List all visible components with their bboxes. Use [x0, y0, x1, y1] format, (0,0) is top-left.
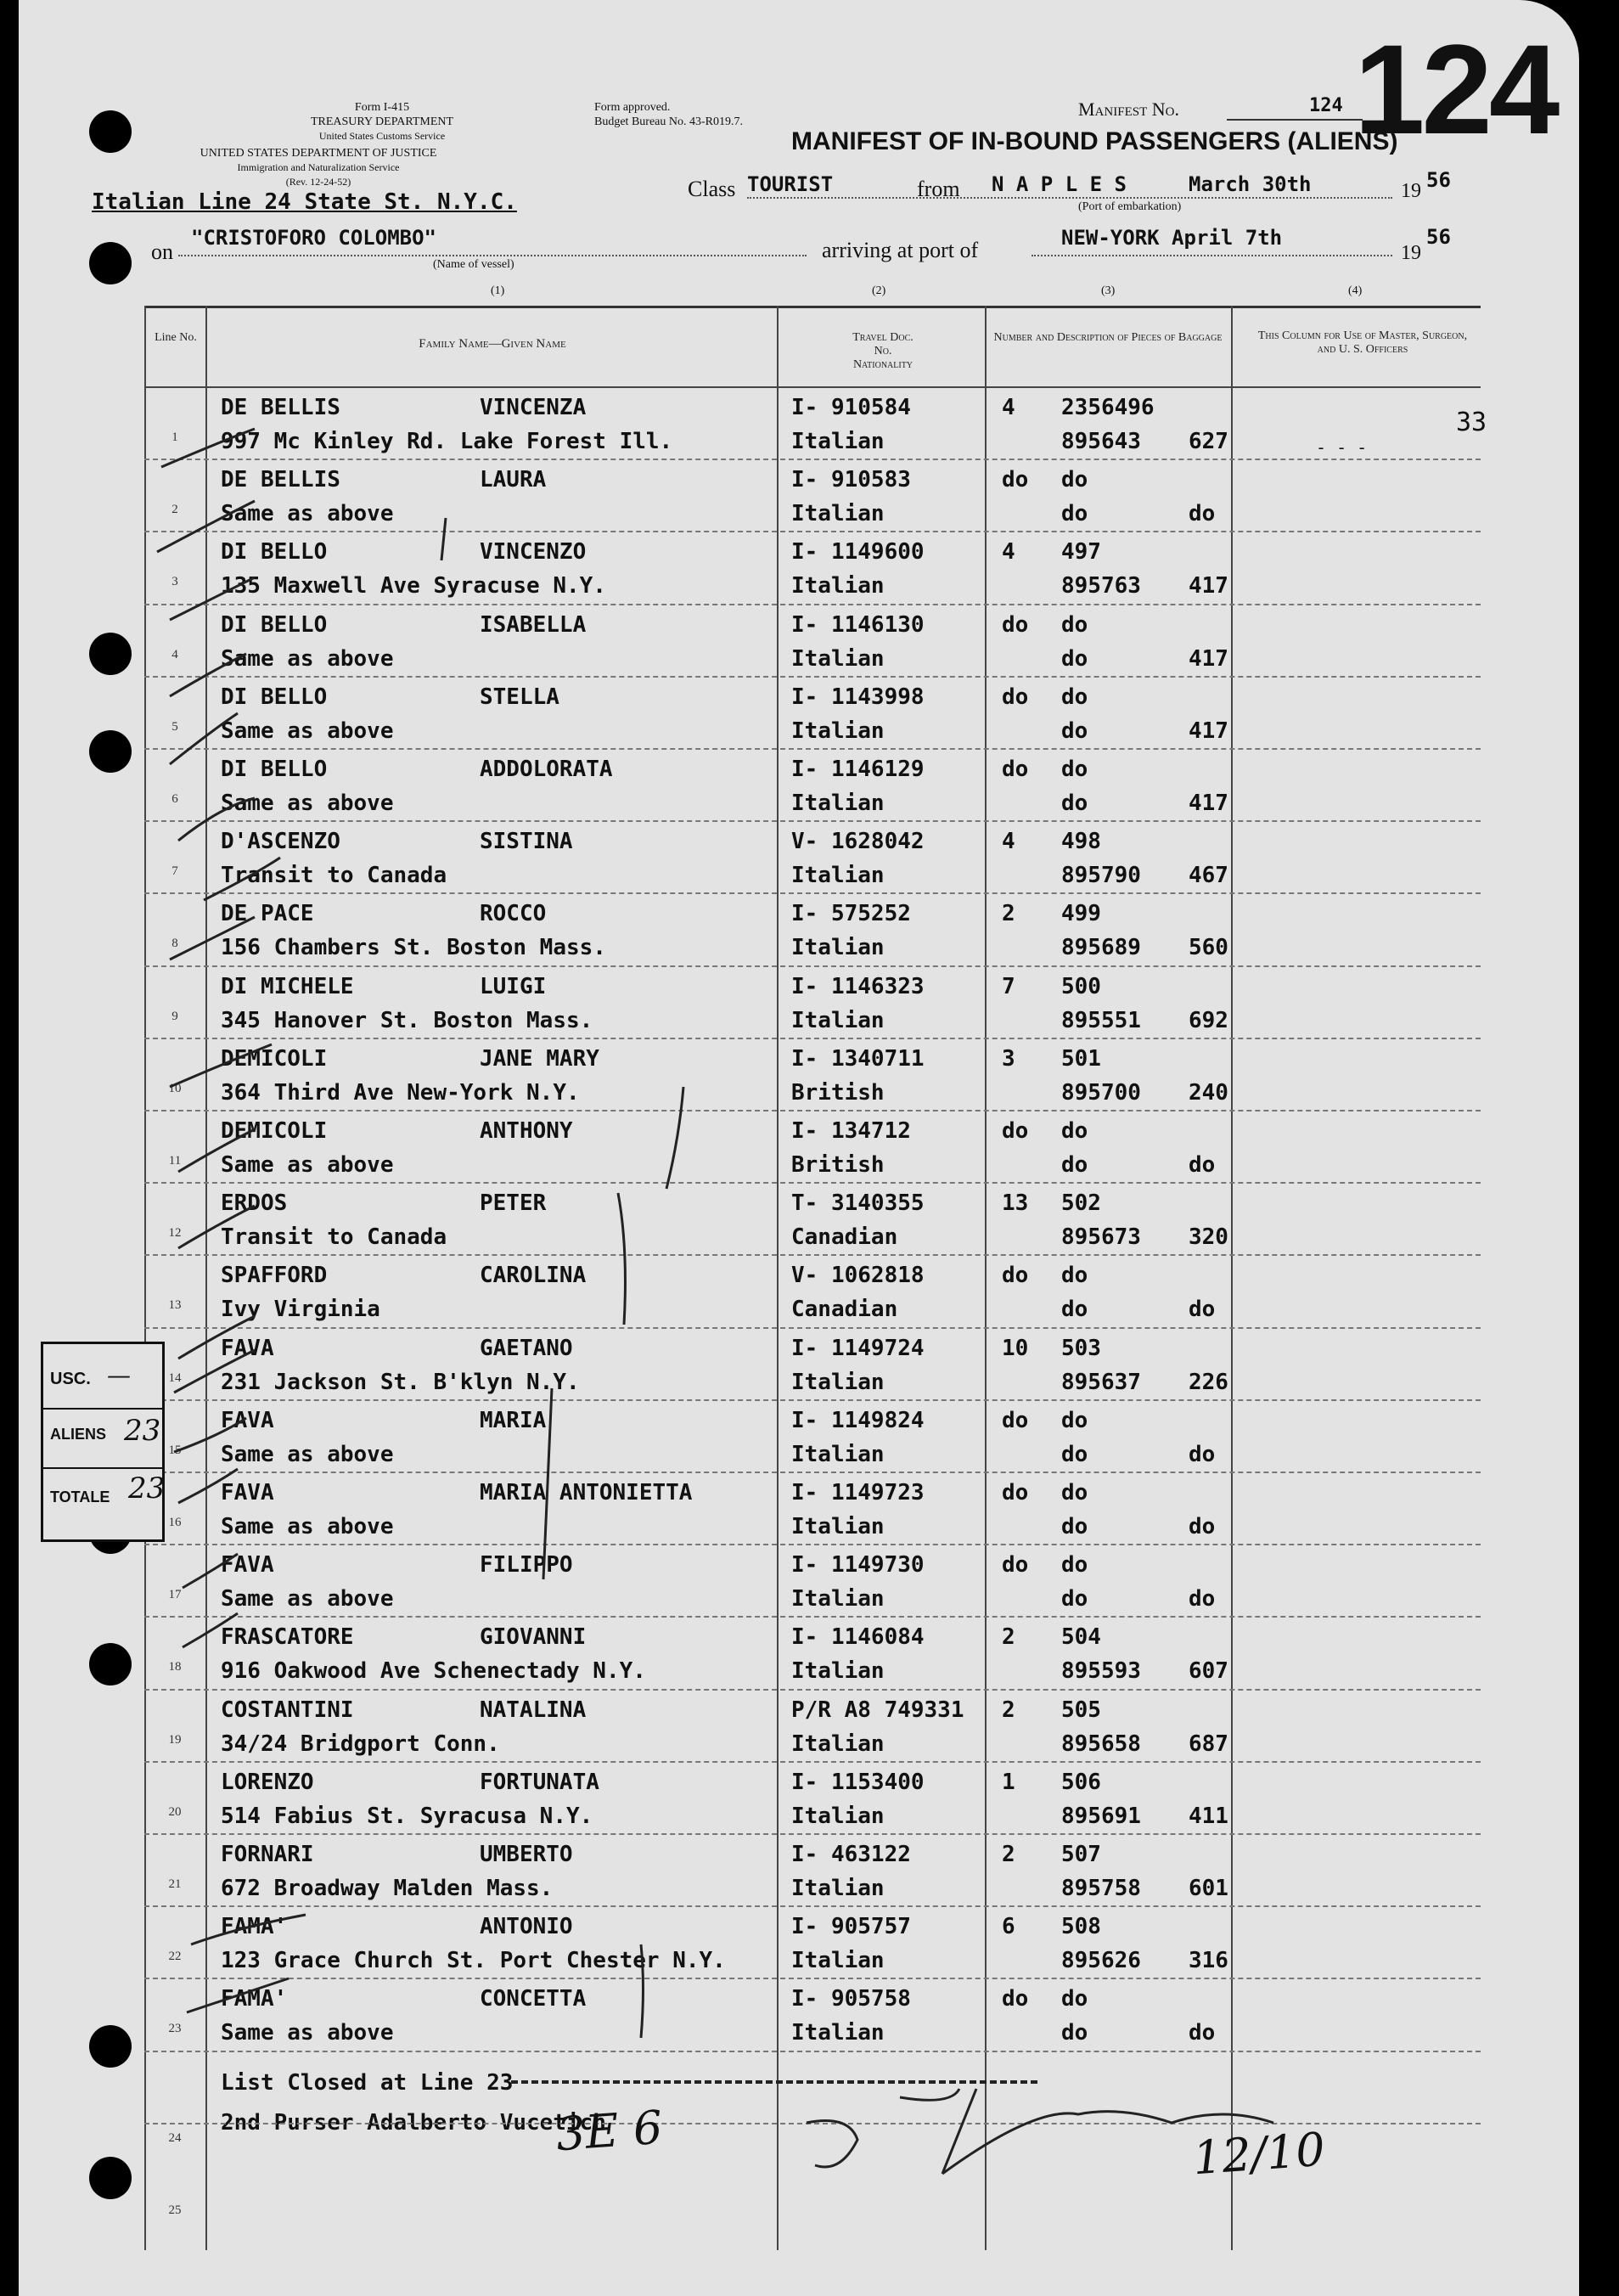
family-name: ERDOS — [221, 1190, 288, 1217]
given-name: FILIPPO — [480, 1552, 573, 1578]
header-name: Family Name—Given Name — [419, 337, 566, 351]
baggage-check: 895551 — [1061, 1007, 1141, 1033]
totale-value: 23 — [128, 1472, 166, 1505]
address: 672 Broadway Malden Mass. — [221, 1876, 554, 1901]
travel-doc: I- 910583 — [791, 467, 911, 493]
baggage-tag: 2356496 — [1061, 395, 1155, 420]
totale-label: TOTALE — [50, 1488, 110, 1505]
travel-doc: I- 1149824 — [791, 1407, 925, 1433]
piece-count: do — [1002, 1118, 1029, 1144]
baggage-weight: 607 — [1189, 1658, 1228, 1685]
family-name: FRASCATORE — [221, 1624, 354, 1651]
header-travel-doc: Travel Doc. No. Nationality — [852, 331, 913, 371]
address: 514 Fabius St. Syracusa N.Y. — [221, 1803, 593, 1829]
line-number: 12 — [168, 1226, 182, 1241]
given-name: CONCETTA — [480, 1986, 587, 2012]
aliens-value: 23 — [124, 1414, 161, 1448]
address: Transit to Canada — [221, 1224, 447, 1251]
nationality: Italian — [791, 1586, 885, 1612]
baggage-check: 895643 — [1061, 429, 1141, 454]
piece-count: 3 — [1002, 1045, 1015, 1072]
baggage-check: 895763 — [1061, 573, 1141, 599]
family-name: DI BELLO — [221, 611, 328, 638]
baggage-check: do — [1061, 718, 1088, 744]
travel-doc: I- 575252 — [791, 901, 911, 927]
given-name: GIOVANNI — [480, 1624, 587, 1651]
piece-count: do — [1002, 684, 1029, 710]
baggage-weight: 411 — [1189, 1803, 1228, 1829]
baggage-tag: do — [1061, 611, 1088, 638]
family-name: DI BELLO — [221, 757, 328, 782]
baggage-check: 895700 — [1061, 1079, 1141, 1106]
given-name: MARIA ANTONIETTA — [480, 1480, 693, 1505]
nationality: Italian — [791, 645, 885, 672]
baggage-tag: do — [1061, 467, 1088, 493]
nationality: Italian — [791, 1514, 885, 1539]
given-name: ANTONIO — [480, 1914, 573, 1940]
baggage-check: do — [1061, 1514, 1088, 1539]
baggage-tag: do — [1061, 1407, 1088, 1433]
nationality: British — [791, 1079, 885, 1106]
nationality: Canadian — [791, 1297, 898, 1323]
baggage-tag: do — [1061, 1118, 1088, 1144]
piece-count: 4 — [1002, 829, 1015, 855]
address: Same as above — [221, 791, 394, 816]
address: 135 Maxwell Ave Syracuse N.Y. — [221, 573, 606, 599]
nationality: Italian — [791, 429, 885, 454]
address: Same as above — [221, 1514, 394, 1539]
nationality: Italian — [791, 1948, 885, 1974]
address: 156 Chambers St. Boston Mass. — [221, 935, 606, 961]
baggage-check: 895637 — [1061, 1369, 1141, 1395]
line-number: 25 — [168, 2203, 182, 2217]
baggage-weight: do — [1189, 1441, 1216, 1467]
manifest-number-large: 124 — [1354, 18, 1557, 160]
travel-doc: I- 905758 — [791, 1986, 911, 2012]
line-number: 9 — [171, 1009, 178, 1023]
travel-doc: V- 1062818 — [791, 1263, 925, 1289]
nationality: Canadian — [791, 1224, 898, 1251]
travel-doc: I- 1146129 — [791, 757, 925, 782]
baggage-weight: 417 — [1189, 791, 1228, 816]
line-number: 4 — [171, 647, 178, 661]
family-name: DEMICOLI — [221, 1118, 328, 1144]
family-name: FAMA' — [221, 1914, 288, 1940]
travel-doc: P/R A8 749331 — [791, 1697, 964, 1723]
nationality: Italian — [791, 501, 885, 527]
baggage-check: 895658 — [1061, 1730, 1141, 1757]
travel-doc: I- 1146130 — [791, 611, 925, 638]
line-number: 19 — [168, 1732, 182, 1747]
baggage-tag: 506 — [1061, 1769, 1101, 1795]
line-number: 10 — [168, 1081, 182, 1095]
nationality: Italian — [791, 1730, 885, 1757]
from-label: from — [917, 177, 960, 201]
header-line-no: Line No. — [155, 331, 197, 344]
line-number: 16 — [168, 1516, 182, 1529]
baggage-tag: do — [1061, 1552, 1088, 1578]
officer-dash: - - - — [1316, 437, 1368, 458]
piece-count: do — [1002, 1407, 1029, 1433]
arriving-label: arriving at port of — [822, 238, 979, 262]
piece-count: do — [1002, 1263, 1029, 1289]
travel-doc: I- 1146323 — [791, 973, 925, 999]
baggage-weight: 627 — [1189, 429, 1228, 454]
baggage-tag: 500 — [1061, 973, 1101, 999]
baggage-tag: do — [1061, 1263, 1088, 1289]
baggage-tag: 499 — [1061, 901, 1101, 927]
travel-doc: I- 1340711 — [791, 1045, 925, 1072]
col-num-4: (4) — [1348, 284, 1363, 297]
travel-doc: T- 3140355 — [791, 1190, 925, 1217]
nationality: Italian — [791, 718, 885, 744]
baggage-weight: 316 — [1189, 1948, 1228, 1974]
embarkation-date: March 30th — [1189, 172, 1312, 196]
class-label: Class — [688, 177, 736, 201]
nationality: Italian — [791, 2020, 885, 2046]
piece-count: do — [1002, 757, 1029, 782]
address: Same as above — [221, 718, 394, 744]
on-label: on — [151, 239, 173, 264]
travel-doc: I- 1143998 — [791, 684, 925, 710]
col-num-1: (1) — [491, 284, 505, 297]
nationality: Italian — [791, 1369, 885, 1395]
budget-bureau: Budget Bureau No. 43-R019.7. — [594, 115, 743, 128]
address: Same as above — [221, 645, 394, 672]
arrival-year: 56 — [1426, 225, 1451, 249]
piece-count: 4 — [1002, 395, 1015, 420]
line-number: 5 — [171, 719, 178, 734]
address: Same as above — [221, 1441, 394, 1467]
piece-count: do — [1002, 1986, 1029, 2012]
address: 123 Grace Church St. Port Chester N.Y. — [221, 1948, 726, 1974]
dept-ins: Immigration and Naturalization Service — [237, 161, 400, 173]
baggage-check: 895758 — [1061, 1876, 1141, 1901]
baggage-tag: do — [1061, 684, 1088, 710]
family-name: DE BELLIS — [221, 395, 340, 420]
baggage-weight: do — [1189, 501, 1216, 527]
baggage-check: do — [1061, 501, 1088, 527]
form-number: Form I-415 — [354, 101, 410, 114]
line-number: 8 — [171, 937, 178, 951]
baggage-tag: 497 — [1061, 539, 1101, 566]
nationality: Italian — [791, 573, 885, 599]
piece-count: do — [1002, 1552, 1029, 1578]
given-name: ANTHONY — [480, 1118, 573, 1144]
baggage-tag: 502 — [1061, 1190, 1101, 1217]
embarkation-port: N A P L E S — [992, 172, 1127, 196]
baggage-check: do — [1061, 1297, 1088, 1323]
baggage-weight: 467 — [1189, 863, 1228, 889]
arrival-port: NEW-YORK April 7th — [1061, 226, 1283, 250]
line-number: 22 — [168, 1950, 182, 1964]
baggage-check: 895790 — [1061, 863, 1141, 889]
embarkation-year: 56 — [1426, 168, 1451, 192]
dept-treasury: TREASURY DEPARTMENT — [310, 115, 454, 128]
nationality: Italian — [791, 791, 885, 816]
header-officers: This Column for Use of Master, Surgeon, and U. S. Officers — [1257, 329, 1468, 356]
family-name: D'ASCENZO — [221, 829, 340, 855]
baggage-check: 895673 — [1061, 1224, 1141, 1251]
piece-count: 6 — [1002, 1914, 1015, 1940]
page-title: MANIFEST OF IN-BOUND PASSENGERS (ALIENS) — [791, 127, 1398, 155]
list-closed-note: List Closed at Line 23 — [221, 2070, 514, 2096]
baggage-weight: 240 — [1189, 1079, 1228, 1106]
header-baggage: Number and Description of Pieces of Baggage — [993, 331, 1223, 344]
handwritten-note: 3E 6 — [554, 2100, 665, 2162]
piece-count: 2 — [1002, 1842, 1015, 1867]
baggage-weight: do — [1189, 1152, 1216, 1178]
line-number: 6 — [171, 792, 178, 806]
address: 34/24 Bridgport Conn. — [221, 1730, 500, 1757]
travel-doc: I- 134712 — [791, 1118, 911, 1144]
given-name: VINCENZA — [480, 395, 587, 420]
baggage-weight: 417 — [1189, 645, 1228, 672]
baggage-weight: 692 — [1189, 1007, 1228, 1033]
baggage-check: do — [1061, 2020, 1088, 2046]
given-name: LUIGI — [480, 973, 547, 999]
baggage-weight: 560 — [1189, 935, 1228, 961]
given-name: STELLA — [480, 684, 559, 710]
nationality: Italian — [791, 1441, 885, 1467]
dept-justice: UNITED STATES DEPARTMENT OF JUSTICE — [200, 147, 437, 160]
baggage-weight: 417 — [1189, 573, 1228, 599]
family-name: DI BELLO — [221, 539, 328, 566]
baggage-weight: do — [1189, 1586, 1216, 1612]
class-value: TOURIST — [747, 172, 834, 196]
baggage-check: 895593 — [1061, 1658, 1141, 1685]
travel-doc: I- 910584 — [791, 395, 911, 420]
dept-customs: United States Customs Service — [318, 130, 446, 142]
baggage-check: 895626 — [1061, 1948, 1141, 1974]
usc-label: USC. — [50, 1370, 91, 1388]
line-number: 2 — [171, 503, 178, 517]
travel-doc: I- 1149600 — [791, 539, 925, 566]
baggage-check: do — [1061, 1441, 1088, 1467]
address: Transit to Canada — [221, 863, 447, 889]
nationality: Italian — [791, 1876, 885, 1901]
baggage-check: do — [1061, 1152, 1088, 1178]
travel-doc: I- 1153400 — [791, 1769, 925, 1795]
line-number: 24 — [168, 2131, 182, 2145]
baggage-check: 895689 — [1061, 935, 1141, 961]
given-name: GAETANO — [480, 1335, 573, 1361]
nationality: Italian — [791, 1007, 885, 1033]
baggage-weight: 687 — [1189, 1730, 1228, 1757]
address: Ivy Virginia — [221, 1297, 380, 1323]
line-number: 14 — [168, 1370, 182, 1385]
nationality: Italian — [791, 935, 885, 961]
line-number: 7 — [171, 864, 178, 879]
family-name: FAVA — [221, 1480, 274, 1505]
baggage-check: do — [1061, 645, 1088, 672]
address: Same as above — [221, 1586, 394, 1612]
baggage-check: do — [1061, 1586, 1088, 1612]
line-number: 3 — [171, 575, 178, 589]
family-name: SPAFFORD — [221, 1263, 328, 1289]
address: Same as above — [221, 2020, 394, 2046]
family-name: DEMICOLI — [221, 1045, 328, 1072]
baggage-weight: 601 — [1189, 1876, 1228, 1901]
vessel-name: "CRISTOFORO COLOMBO" — [191, 226, 436, 250]
address: 231 Jackson St. B'klyn N.Y. — [221, 1369, 580, 1395]
family-name: FAMA' — [221, 1986, 288, 2012]
given-name: MARIA — [480, 1407, 547, 1433]
baggage-tag: 498 — [1061, 829, 1101, 855]
given-name: CAROLINA — [480, 1263, 587, 1289]
line-number: 18 — [168, 1660, 182, 1674]
handwritten-time: 12/10 — [1190, 2122, 1327, 2186]
piece-count: do — [1002, 1480, 1029, 1505]
family-name: DI BELLO — [221, 684, 328, 710]
family-name: LORENZO — [221, 1769, 314, 1795]
line-number: 17 — [168, 1588, 182, 1602]
baggage-tag: 505 — [1061, 1697, 1101, 1723]
baggage-weight: do — [1189, 2020, 1216, 2046]
line-number: 15 — [168, 1443, 182, 1457]
usc-value: — — [107, 1361, 131, 1389]
given-name: VINCENZO — [480, 539, 587, 566]
nationality: Italian — [791, 863, 885, 889]
vessel-note: (Name of vessel) — [433, 258, 514, 271]
family-name: FAVA — [221, 1335, 274, 1361]
baggage-tag: do — [1061, 1986, 1088, 2012]
line-number: 1 — [171, 430, 178, 444]
family-name: DI MICHELE — [221, 973, 354, 999]
line-number: 13 — [168, 1298, 182, 1313]
family-name: FORNARI — [221, 1842, 314, 1867]
piece-count: 2 — [1002, 1624, 1015, 1651]
form-revision: (Rev. 12-24-52) — [285, 176, 351, 188]
baggage-tag: 501 — [1061, 1045, 1101, 1072]
side-mark: 33 — [1456, 408, 1487, 437]
piece-count: 10 — [1002, 1335, 1029, 1361]
piece-count: 1 — [1002, 1769, 1015, 1795]
aliens-label: ALIENS — [50, 1426, 107, 1443]
col-num-3: (3) — [1101, 284, 1116, 297]
family-name: DE BELLIS — [221, 467, 340, 493]
travel-doc: I- 905757 — [791, 1914, 911, 1940]
nationality: Italian — [791, 1803, 885, 1829]
year-prefix: 19 — [1401, 180, 1421, 202]
given-name: SISTINA — [480, 829, 573, 855]
form-approved: Form approved. — [594, 101, 671, 114]
baggage-weight: 417 — [1189, 718, 1228, 744]
piece-count: 7 — [1002, 973, 1015, 999]
baggage-tag: do — [1061, 1480, 1088, 1505]
baggage-weight: do — [1189, 1297, 1216, 1323]
given-name: UMBERTO — [480, 1842, 573, 1867]
family-name: COSTANTINI — [221, 1697, 354, 1723]
address: Same as above — [221, 1152, 394, 1178]
piece-count: 2 — [1002, 901, 1015, 927]
line-number: 11 — [168, 1154, 182, 1168]
alien-count-stamp — [41, 1342, 165, 1542]
col-num-2: (2) — [872, 284, 886, 297]
given-name: FORTUNATA — [480, 1769, 599, 1795]
embarkation-note: (Port of embarkation) — [1078, 200, 1182, 213]
travel-doc: I- 463122 — [791, 1842, 911, 1867]
travel-doc: I- 1146084 — [791, 1624, 925, 1651]
nationality: British — [791, 1152, 885, 1178]
travel-doc: I- 1149730 — [791, 1552, 925, 1578]
shipping-agent: Italian Line 24 State St. N.Y.C. — [92, 189, 517, 215]
piece-count: do — [1002, 467, 1029, 493]
given-name: ISABELLA — [480, 611, 587, 638]
baggage-weight: 320 — [1189, 1224, 1228, 1251]
year-prefix-2: 19 — [1401, 242, 1421, 264]
piece-count: 13 — [1002, 1190, 1029, 1217]
baggage-tag: 503 — [1061, 1335, 1101, 1361]
given-name: ADDOLORATA — [480, 757, 613, 782]
line-number: 20 — [168, 1804, 182, 1819]
given-name: PETER — [480, 1190, 547, 1217]
address: 345 Hanover St. Boston Mass. — [221, 1007, 593, 1033]
travel-doc: I- 1149723 — [791, 1480, 925, 1505]
purser-name: 2nd Purser Adalberto Vucetich — [221, 2110, 606, 2136]
baggage-weight: 226 — [1189, 1369, 1228, 1395]
piece-count: do — [1002, 611, 1029, 638]
baggage-check: 895691 — [1061, 1803, 1141, 1829]
given-name: LAURA — [480, 467, 547, 493]
manifest-number: 124 — [1309, 95, 1343, 116]
baggage-tag: 508 — [1061, 1914, 1101, 1940]
baggage-tag: 507 — [1061, 1842, 1101, 1867]
family-name: FAVA — [221, 1552, 274, 1578]
line-number: 21 — [168, 1877, 182, 1891]
baggage-weight: do — [1189, 1514, 1216, 1539]
address: 364 Third Ave New-York N.Y. — [221, 1079, 580, 1106]
address: Same as above — [221, 501, 394, 527]
given-name: NATALINA — [480, 1697, 587, 1723]
line-number: 23 — [168, 2022, 182, 2036]
family-name: FAVA — [221, 1407, 274, 1433]
given-name: JANE MARY — [480, 1045, 599, 1072]
baggage-tag: 504 — [1061, 1624, 1101, 1651]
travel-doc: V- 1628042 — [791, 829, 925, 855]
family-name: DE PACE — [221, 901, 314, 927]
baggage-tag: do — [1061, 757, 1088, 782]
given-name: ROCCO — [480, 901, 547, 927]
address: 997 Mc Kinley Rd. Lake Forest Ill. — [221, 429, 673, 454]
piece-count: 2 — [1002, 1697, 1015, 1723]
baggage-check: do — [1061, 791, 1088, 816]
address: 916 Oakwood Ave Schenectady N.Y. — [221, 1658, 646, 1685]
piece-count: 4 — [1002, 539, 1015, 566]
travel-doc: I- 1149724 — [791, 1335, 925, 1361]
nationality: Italian — [791, 1658, 885, 1685]
manifest-label: Manifest No. — [1078, 98, 1179, 120]
